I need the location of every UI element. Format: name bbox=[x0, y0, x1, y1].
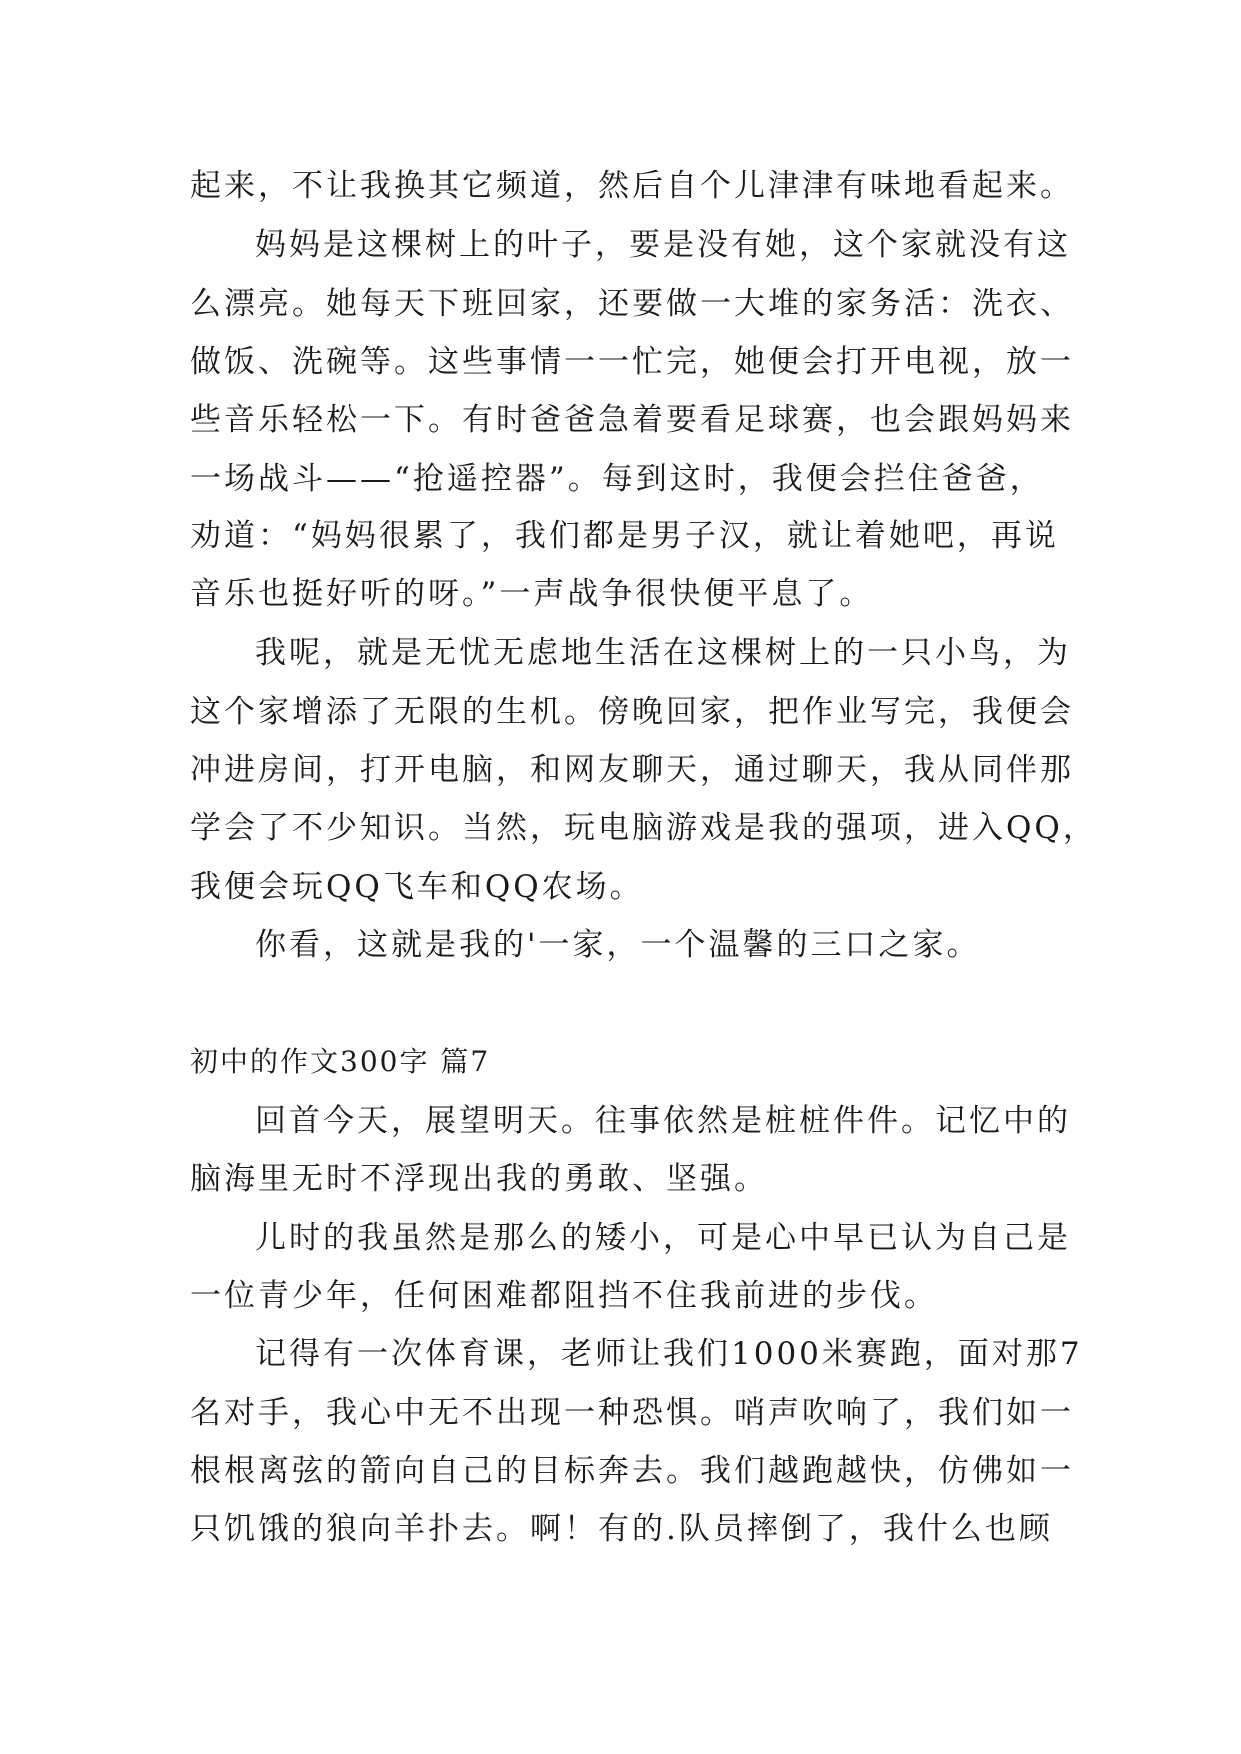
paragraph-line: 冲进房间，打开电脑，和网友聊天，通过聊天，我从同伴那 bbox=[190, 752, 1074, 788]
paragraph-line: 音乐也挺好听的呀。”一声战争很快便平息了。 bbox=[190, 576, 874, 612]
paragraph-line: 根根离弦的箭向自己的目标奔去。我们越跑越快，仿佛如一 bbox=[190, 1453, 1074, 1489]
paragraph-line: 起来，不让我换其它频道，然后自个儿津津有味地看起来。 bbox=[190, 168, 1074, 204]
paragraph-line: 只饥饿的狼向羊扑去。啊！有的.队员摔倒了，我什么也顾 bbox=[190, 1511, 1053, 1547]
paragraph-line: 一场战斗——“抢遥控器”。每到这时，我便会拦住爸爸， bbox=[190, 461, 1044, 497]
paragraph-line: 劝道：“妈妈很累了，我们都是男子汉，就让着她吧，再说 bbox=[190, 518, 1059, 554]
paragraph-line: 我便会玩QQ飞车和QQ农场。 bbox=[190, 869, 644, 905]
paragraph-line: 学会了不少知识。当然，玩电脑游戏是我的强项，进入QQ， bbox=[190, 810, 1097, 846]
paragraph-line: 一位青少年，任何困难都阻挡不住我前进的步伐。 bbox=[190, 1278, 938, 1314]
paragraph-line: 些音乐轻松一下。有时爸爸急着要看足球赛，也会跟妈妈来 bbox=[190, 402, 1074, 438]
paragraph-line: 做饭、洗碗等。这些事情一一忙完，她便会打开电视，放一 bbox=[190, 344, 1074, 380]
paragraph-line: 脑海里无时不浮现出我的勇敢、坚强。 bbox=[190, 1161, 768, 1197]
paragraph-line: 我呢，就是无忧无虑地生活在这棵树上的一只小鸟，为 bbox=[255, 635, 1071, 671]
section-heading: 初中的作文300字 篇7 bbox=[190, 1045, 491, 1078]
paragraph-line: 儿时的我虽然是那么的矮小，可是心中早已认为自己是 bbox=[255, 1220, 1071, 1256]
paragraph-line: 么漂亮。她每天下班回家，还要做一大堆的家务活：洗衣、 bbox=[190, 286, 1074, 322]
paragraph-line: 这个家增添了无限的生机。傍晚回家，把作业写完，我便会 bbox=[190, 694, 1074, 730]
paragraph-line: 记得有一次体育课，老师让我们1000米赛跑，面对那7 bbox=[255, 1336, 1083, 1372]
paragraph-line: 回首今天，展望明天。往事依然是桩桩件件。记忆中的 bbox=[255, 1103, 1071, 1139]
paragraph-line: 你看，这就是我的'一家，一个温馨的三口之家。 bbox=[255, 927, 981, 963]
paragraph-line: 名对手，我心中无不出现一种恐惧。哨声吹响了，我们如一 bbox=[190, 1395, 1074, 1431]
paragraph-line: 妈妈是这棵树上的叶子，要是没有她，这个家就没有这 bbox=[255, 227, 1071, 263]
